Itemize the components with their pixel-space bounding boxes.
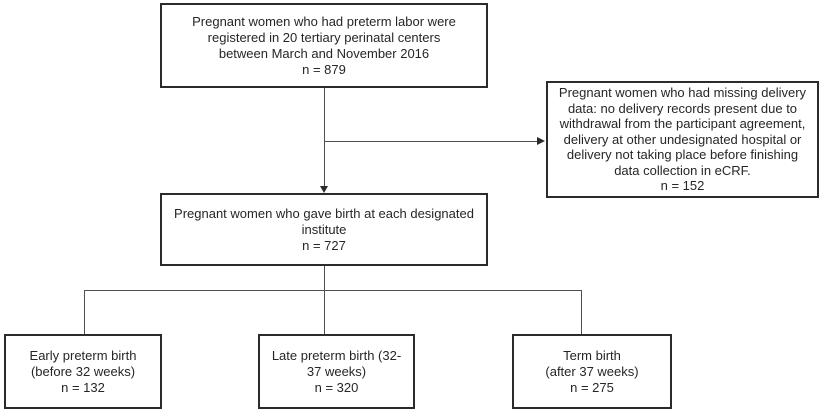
box-text-line: 37 weeks) [306,363,367,379]
box-text-line: Early preterm birth [29,347,137,363]
n-count-line: n = 152 [660,178,705,194]
box-text-line: delivery at other undesignated hospital or [563,131,802,147]
box-term-birth [512,334,672,409]
box-text-line: Term birth [563,347,621,363]
connector-drop-to-early [84,290,85,334]
box-text-line: data: no delivery records present due to [567,100,798,116]
connector-drop-to-term [581,290,582,334]
box-text-line: institute [301,221,347,237]
box-registered-preterm-labor [160,3,488,88]
n-count-line: n = 727 [302,237,346,253]
connector-delivered-to-distributor [324,266,325,334]
connector-branch-to-missing [324,141,537,142]
box-text-line: Pregnant women who had preterm labor were [192,13,456,29]
box-missing-delivery-data [546,81,819,198]
n-count-line: n = 132 [61,379,105,395]
box-text-line: Pregnant women who gave birth at each designated [174,205,474,221]
box-gave-birth-designated-institute [160,193,488,266]
connector-registered-to-delivered [324,88,325,187]
box-text-line: withdrawal from the participant agreement, [559,116,806,132]
box-late-preterm-birth [258,334,415,409]
box-text-line: Pregnant women who had missing delivery [558,85,807,101]
box-text-line: between March and November 2016 [218,45,430,61]
box-text-line: (before 32 weeks) [30,363,136,379]
box-text-line: Late preterm birth (32- [271,347,402,363]
n-count-line: n = 879 [302,61,346,77]
box-early-preterm-birth [4,334,162,409]
box-text-line: (after 37 weeks) [545,363,639,379]
arrowhead-right-icon [537,137,545,145]
box-text-line: data collection in eCRF. [614,162,751,178]
arrowhead-down-icon [320,186,328,193]
box-text-line: delivery not taking place before finishing [566,147,799,163]
n-count-line: n = 275 [570,379,614,395]
connector-distributor-line [84,290,582,291]
box-text-line: registered in 20 tertiary perinatal centers [207,29,441,45]
n-count-line: n = 320 [314,379,359,395]
